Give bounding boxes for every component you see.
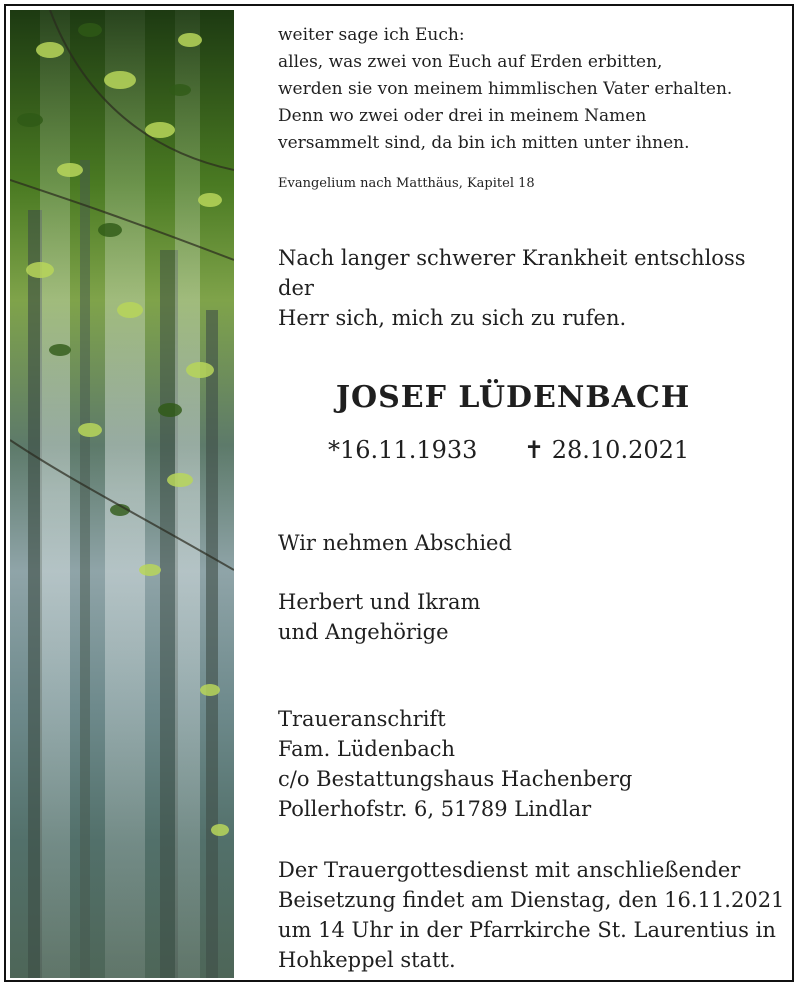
intro-text: Nach langer schwerer Krankheit entschloss der Herr sich, mich zu sich zu rufen.	[278, 246, 746, 330]
birth-date: *16.11.1933	[328, 436, 478, 464]
verse-source: Evangelium nach Matthäus, Kapitel 18	[278, 176, 535, 191]
farewell-text: Wir nehmen Abschied	[278, 531, 512, 555]
death-date: ✝ 28.10.2021	[524, 436, 690, 464]
mourners: Herbert und Ikram und Angehörige	[278, 590, 481, 644]
notice-content	[278, 22, 778, 333]
mourning-address: Traueranschrift Fam. Lüdenbach c/o Bestattungshaus Hachenberg Pollerhofstr. 6, 51789 Lindlar	[278, 707, 633, 821]
forest-sunbeam-image	[10, 10, 234, 978]
bible-verse: weiter sage ich Euch: alles, was zwei von Euch auf Erden erbitten, werden sie von meinem himmlischen Vater erhalten. Denn wo zwei oder drei in meinem Namen versammelt sind, da bin ich mitten unter ihnen.	[278, 25, 733, 153]
funeral-service-info: Der Trauergottesdienst mit anschließender Beisetzung findet am Dienstag, den 16.11.2021 um 14 Uhr in der Pfarrkirche St. Laurentius in Hohkeppel statt.	[278, 858, 785, 972]
deceased-name: JOSEF LÜDENBACH	[335, 380, 691, 415]
forest-illustration	[10, 10, 234, 978]
